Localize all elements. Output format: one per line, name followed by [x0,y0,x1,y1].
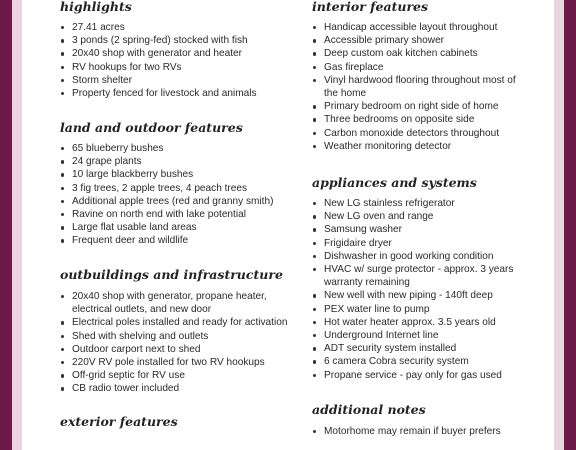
list-item: 220V RV pole installed for two RV hookups [72,356,287,369]
list-item: Three bedrooms on opposite side [324,113,516,126]
list-item: Hot water heater approx. 3.5 years old [324,316,513,329]
list-item: 20x40 shop with generator and heater [72,47,257,60]
list-item-line: 20x40 shop with generator, propane heater, [72,291,267,302]
list-item: New LG oven and range [324,210,513,223]
list-item: Additional apple trees (red and granny smith) [72,195,274,207]
list-item: Property fenced for livestock and animals [72,88,257,100]
section-title-exterior: exterior features [60,414,178,429]
section-title-outbuildings: outbuildings and infrastructure [60,267,283,282]
list-item: Frigidaire dryer [324,237,513,250]
list-item: Large flat usable land areas [72,221,273,234]
land-list [58,142,273,248]
list-item-line: HVAC w/ surge protector - approx. 3 years [324,264,514,276]
list-item: Primary bedroom on right side of home [324,100,516,113]
appliances-list [310,197,513,382]
list-item: 24 grape plants [72,155,273,168]
list-item: RV hookups for two RVs [72,61,257,74]
list-item: Handicap accessible layout throughout [324,21,516,34]
interior-list [310,21,516,153]
section-title-land: land and outdoor features [60,120,243,135]
list-item: PEX water line to pump [324,303,513,316]
section-title-interior: interior features [312,0,429,14]
list-item-line: electrical outlets, and new door [72,304,212,316]
list-item: Samsung washer [324,223,513,236]
list-item-line: Vinyl hardwood flooring throughout most of [324,74,516,86]
list-item: Accessible primary shower [324,34,516,47]
list-item: 65 blueberry bushes [72,142,273,155]
list-item: Frequent deer and wildlife [72,234,273,247]
list-item: Electrical poles installed and ready for activation [72,317,288,329]
list-item: Outdoor carport next to shed [72,343,287,356]
list-item: Dishwasher in good working condition [324,250,513,263]
list-item [72,290,287,316]
list-item: Deep custom oak kitchen cabinets [324,47,516,60]
highlights-list [58,21,257,100]
list-item: Carbon monoxide detectors throughout [324,127,516,140]
outbuildings-list [58,290,287,396]
list-item: Underground Internet line [324,329,513,342]
list-item [324,74,516,100]
list-item: Storm shelter [72,74,257,87]
list-item: New well with new piping - 140ft deep [324,289,513,302]
list-item: Weather monitoring detector [324,140,516,153]
list-item: 27.41 acres [72,21,257,34]
list-item: Shed with shelving and outlets [72,330,287,343]
list-item: Off-grid septic for RV use [72,369,287,382]
list-item: Motorhome may remain if buyer prefers [324,426,501,437]
list-item: 6 camera Cobra security system [324,355,513,368]
list-item-line: the home [324,88,367,100]
list-item [324,263,513,289]
section-title-appliances: appliances and systems [312,175,477,190]
list-item: CB radio tower included [72,382,287,395]
list-item: 3 fig trees, 2 apple trees, 4 peach trees [72,182,273,195]
list-item: 10 large blackberry bushes [72,168,273,181]
list-item: Ravine on north end with lake potential [72,208,273,221]
list-item: 3 ponds (2 spring-fed) stocked with fish [72,34,257,47]
list-item: ADT security system installed [324,342,513,355]
section-title-highlights: highlights [60,0,132,14]
list-item-line: warranty remaining [324,277,410,289]
list-item: New LG stainless refrigerator [324,197,513,210]
list-item: Propane service - pay only for gas used [324,369,513,382]
section-title-notes: additional notes [312,402,426,417]
list-item: Gas fireplace [324,61,516,74]
